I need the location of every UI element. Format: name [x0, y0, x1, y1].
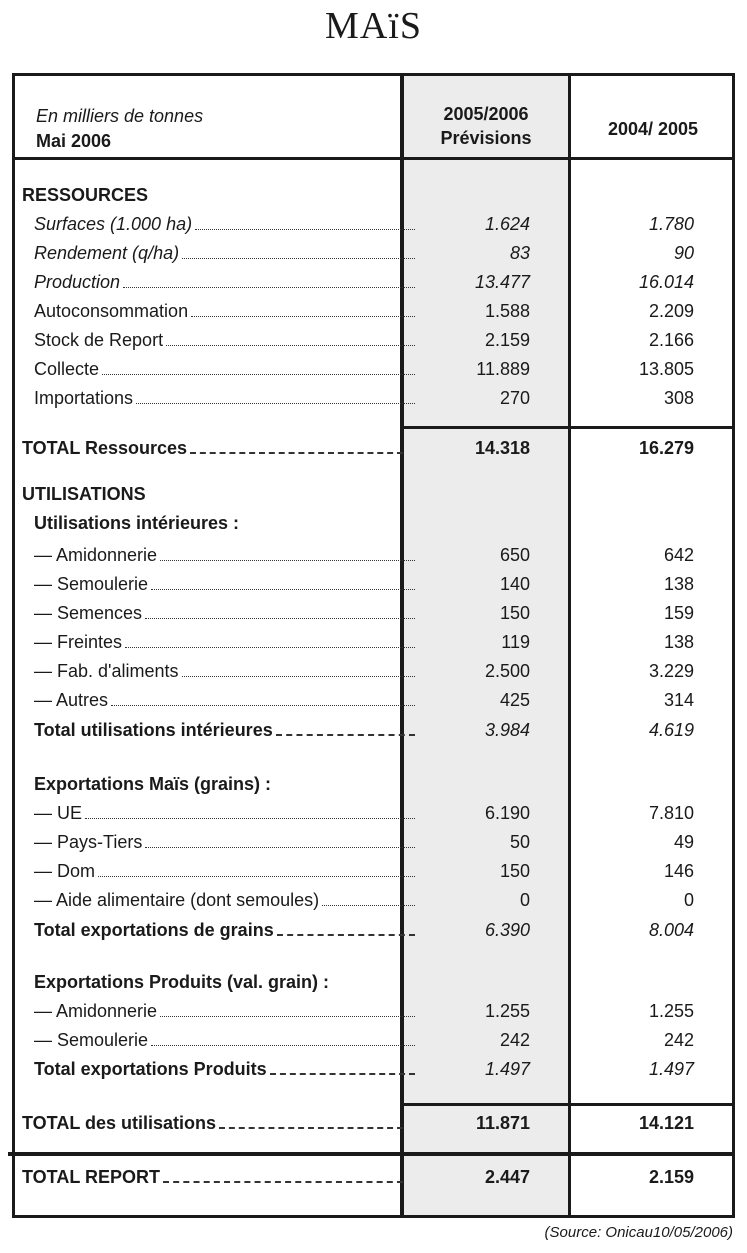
row-label — [34, 513, 417, 534]
leader-dots — [145, 847, 415, 848]
value-2004-2005: 7.810 — [648, 803, 694, 823]
value-2005-2006: 425 — [499, 690, 530, 710]
value-2004-2005: 138 — [663, 574, 694, 594]
value-2005-2006: 2.500 — [484, 661, 530, 681]
table-row — [22, 886, 727, 915]
leader-dots — [322, 905, 415, 906]
row-label-text: Autoconsommation — [34, 301, 189, 321]
leader-dots — [270, 1073, 415, 1075]
utilisations-rule — [400, 1103, 735, 1106]
table-row — [22, 916, 727, 945]
value-2005-2006: 6.190 — [484, 803, 530, 823]
row-label — [34, 661, 417, 682]
value-2005-2006: 1.255 — [484, 1001, 530, 1021]
row-label — [34, 861, 417, 882]
table-row — [22, 509, 727, 538]
table-row — [22, 1026, 727, 1055]
row-label-text: — Dom — [34, 861, 96, 881]
row-label — [34, 832, 417, 853]
row-label-text: — Amidonnerie — [34, 545, 158, 565]
table-row — [22, 828, 727, 857]
row-label — [22, 1113, 405, 1134]
row-label-text: — Aide alimentaire (dont semoules) — [34, 890, 320, 910]
table-row — [22, 799, 727, 828]
value-2004-2005: 159 — [663, 603, 694, 623]
row-label-text: Stock de Report — [34, 330, 164, 350]
row-label — [34, 359, 417, 380]
row-label — [34, 803, 417, 824]
table-row — [22, 770, 727, 799]
row-label — [22, 185, 405, 206]
value-2004-2005: 138 — [663, 632, 694, 652]
leader-dots — [276, 734, 415, 736]
ressources-rule — [400, 426, 735, 429]
row-label — [34, 1001, 417, 1022]
leader-dots — [85, 818, 415, 819]
row-label — [34, 632, 417, 653]
value-2005-2006: 83 — [509, 243, 530, 263]
row-label-text: Total exportations Produits — [34, 1059, 267, 1079]
value-2004-2005: 146 — [663, 861, 694, 881]
value-2005-2006: 140 — [499, 574, 530, 594]
unit-label: En milliers de tonnes — [36, 106, 204, 126]
leader-dots — [123, 287, 415, 288]
value-2004-2005: 242 — [663, 1030, 694, 1050]
column-header-2004-2005: 2004/ 2005 — [607, 119, 699, 139]
value-2005-2006: 119 — [501, 632, 530, 652]
leader-dots — [125, 647, 415, 648]
table-row — [22, 570, 727, 599]
value-2005-2006: 270 — [499, 388, 530, 408]
row-label-text: TOTAL Ressources — [22, 438, 188, 458]
leader-dots — [151, 1045, 415, 1046]
table-row — [22, 480, 727, 509]
value-2004-2005: 4.619 — [648, 720, 694, 740]
table-row — [22, 599, 727, 628]
value-2004-2005: 16.014 — [638, 272, 694, 292]
row-label-text: — UE — [34, 803, 83, 823]
table-row — [22, 716, 727, 745]
value-2004-2005: 1.497 — [648, 1059, 694, 1079]
value-2004-2005: 314 — [663, 690, 694, 710]
value-2005-2006: 650 — [499, 545, 530, 565]
value-2005-2006: 1.624 — [484, 214, 530, 234]
value-2004-2005: 2.166 — [648, 330, 694, 350]
row-label-text: — Amidonnerie — [34, 1001, 158, 1021]
table-row — [22, 628, 727, 657]
row-label-text: UTILISATIONS — [22, 484, 146, 504]
row-label-text: — Semoulerie — [34, 1030, 149, 1050]
row-label-text: Exportations Produits (val. grain) : — [34, 972, 330, 992]
table-row — [22, 210, 727, 239]
leader-dots — [195, 229, 415, 230]
leader-dots — [191, 316, 415, 317]
header-rule — [12, 157, 735, 160]
leader-dots — [151, 589, 415, 590]
table-row — [22, 541, 727, 570]
row-label-text: — Freintes — [34, 632, 123, 652]
row-label — [22, 438, 405, 459]
row-label-text: Production — [34, 272, 121, 292]
row-label — [34, 603, 417, 624]
table-row — [22, 968, 727, 997]
value-2004-2005: 8.004 — [648, 920, 694, 940]
leader-dots — [219, 1127, 403, 1129]
table-row — [22, 997, 727, 1026]
table-row — [22, 239, 727, 268]
leader-dots — [111, 705, 415, 706]
row-label — [34, 972, 417, 993]
value-2005-2006: 2.159 — [484, 330, 530, 350]
table-row — [22, 181, 727, 210]
row-label — [34, 272, 417, 293]
row-label-text: — Fab. d'aliments — [34, 661, 179, 681]
leader-dots — [98, 876, 415, 877]
table-row — [22, 857, 727, 886]
value-2005-2006: 11.871 — [475, 1113, 530, 1133]
source-note: (Source: Onicau10/05/2006) — [544, 1224, 733, 1241]
row-label-text: Importations — [34, 388, 134, 408]
report-rule — [8, 1152, 735, 1156]
value-2005-2006: 6.390 — [484, 920, 530, 940]
row-label — [34, 243, 417, 264]
value-2005-2006: 3.984 — [484, 720, 530, 740]
table-row — [22, 326, 727, 355]
leader-dots — [160, 560, 415, 561]
row-label-text: Collecte — [34, 359, 100, 379]
leader-dots — [182, 676, 416, 677]
row-label-text: Surfaces (1.000 ha) — [34, 214, 193, 234]
row-label-text: Utilisations intérieures : — [34, 513, 240, 533]
value-2005-2006: 14.318 — [474, 438, 530, 458]
row-label — [34, 720, 417, 741]
row-label-text: — Pays-Tiers — [34, 832, 143, 852]
row-label — [34, 545, 417, 566]
value-2004-2005: 642 — [663, 545, 694, 565]
value-2005-2006: 0 — [519, 890, 530, 910]
row-label — [34, 301, 417, 322]
row-label — [34, 890, 417, 911]
leader-dots — [160, 1016, 415, 1017]
table-row — [22, 384, 727, 413]
column-header-2005-2006: 2005/2006 Prévisions — [440, 104, 532, 148]
row-label — [34, 214, 417, 235]
row-label — [34, 388, 417, 409]
row-label-text: — Autres — [34, 690, 109, 710]
row-label — [34, 1059, 417, 1080]
row-label — [22, 484, 405, 505]
value-2004-2005: 13.805 — [638, 359, 694, 379]
row-label-text: Rendement (q/ha) — [34, 243, 180, 263]
value-2005-2006: 1.588 — [484, 301, 530, 321]
row-label-text: Total utilisations intérieures — [34, 720, 273, 740]
leader-dots — [277, 934, 415, 936]
table-row — [22, 434, 727, 463]
row-label-text: Exportations Maïs (grains) : — [34, 774, 272, 794]
value-2004-2005: 308 — [663, 388, 694, 408]
value-2004-2005: 2.159 — [648, 1167, 694, 1187]
value-2004-2005: 1.255 — [648, 1001, 694, 1021]
page-title: MAïS — [325, 5, 422, 47]
value-2004-2005: 2.209 — [648, 301, 694, 321]
row-label — [34, 574, 417, 595]
table-row — [22, 297, 727, 326]
leader-dots — [102, 374, 415, 375]
row-label-text: — Semoulerie — [34, 574, 149, 594]
row-label-text: TOTAL REPORT — [22, 1167, 161, 1187]
table-row — [22, 657, 727, 686]
row-label-text: RESSOURCES — [22, 185, 149, 205]
table-row — [22, 1055, 727, 1084]
value-2005-2006: 13.477 — [474, 272, 530, 292]
row-label — [34, 330, 417, 351]
row-label — [34, 774, 417, 795]
table-row — [22, 686, 727, 715]
value-2005-2006: 150 — [499, 861, 530, 881]
table-row — [22, 1109, 727, 1138]
date-label: Mai 2006 — [36, 131, 112, 151]
table-header-label — [36, 104, 203, 154]
value-2004-2005: 14.121 — [638, 1113, 694, 1133]
leader-dots — [163, 1181, 403, 1183]
leader-dots — [136, 403, 415, 404]
row-label — [34, 920, 417, 941]
table-row — [22, 355, 727, 384]
value-2005-2006: 150 — [499, 603, 530, 623]
table-row — [22, 1163, 727, 1192]
row-label — [34, 1030, 417, 1051]
row-label-text: TOTAL des utilisations — [22, 1113, 217, 1133]
leader-dots — [166, 345, 415, 346]
table-row — [22, 268, 727, 297]
value-2004-2005: 16.279 — [638, 438, 694, 458]
leader-dots — [145, 618, 415, 619]
leader-dots — [182, 258, 415, 259]
value-2004-2005: 90 — [673, 243, 694, 263]
value-2004-2005: 3.229 — [648, 661, 694, 681]
value-2004-2005: 49 — [673, 832, 694, 852]
value-2005-2006: 50 — [509, 832, 530, 852]
value-2004-2005: 0 — [683, 890, 694, 910]
row-label — [34, 690, 417, 711]
row-label-text: — Semences — [34, 603, 143, 623]
value-2005-2006: 1.497 — [484, 1059, 530, 1079]
row-label-text: Total exportations de grains — [34, 920, 274, 940]
value-2004-2005: 1.780 — [648, 214, 694, 234]
value-2005-2006: 242 — [499, 1030, 530, 1050]
row-label — [22, 1167, 405, 1188]
leader-dots — [190, 452, 403, 454]
value-2005-2006: 2.447 — [484, 1167, 530, 1187]
value-2005-2006: 11.889 — [476, 359, 530, 379]
